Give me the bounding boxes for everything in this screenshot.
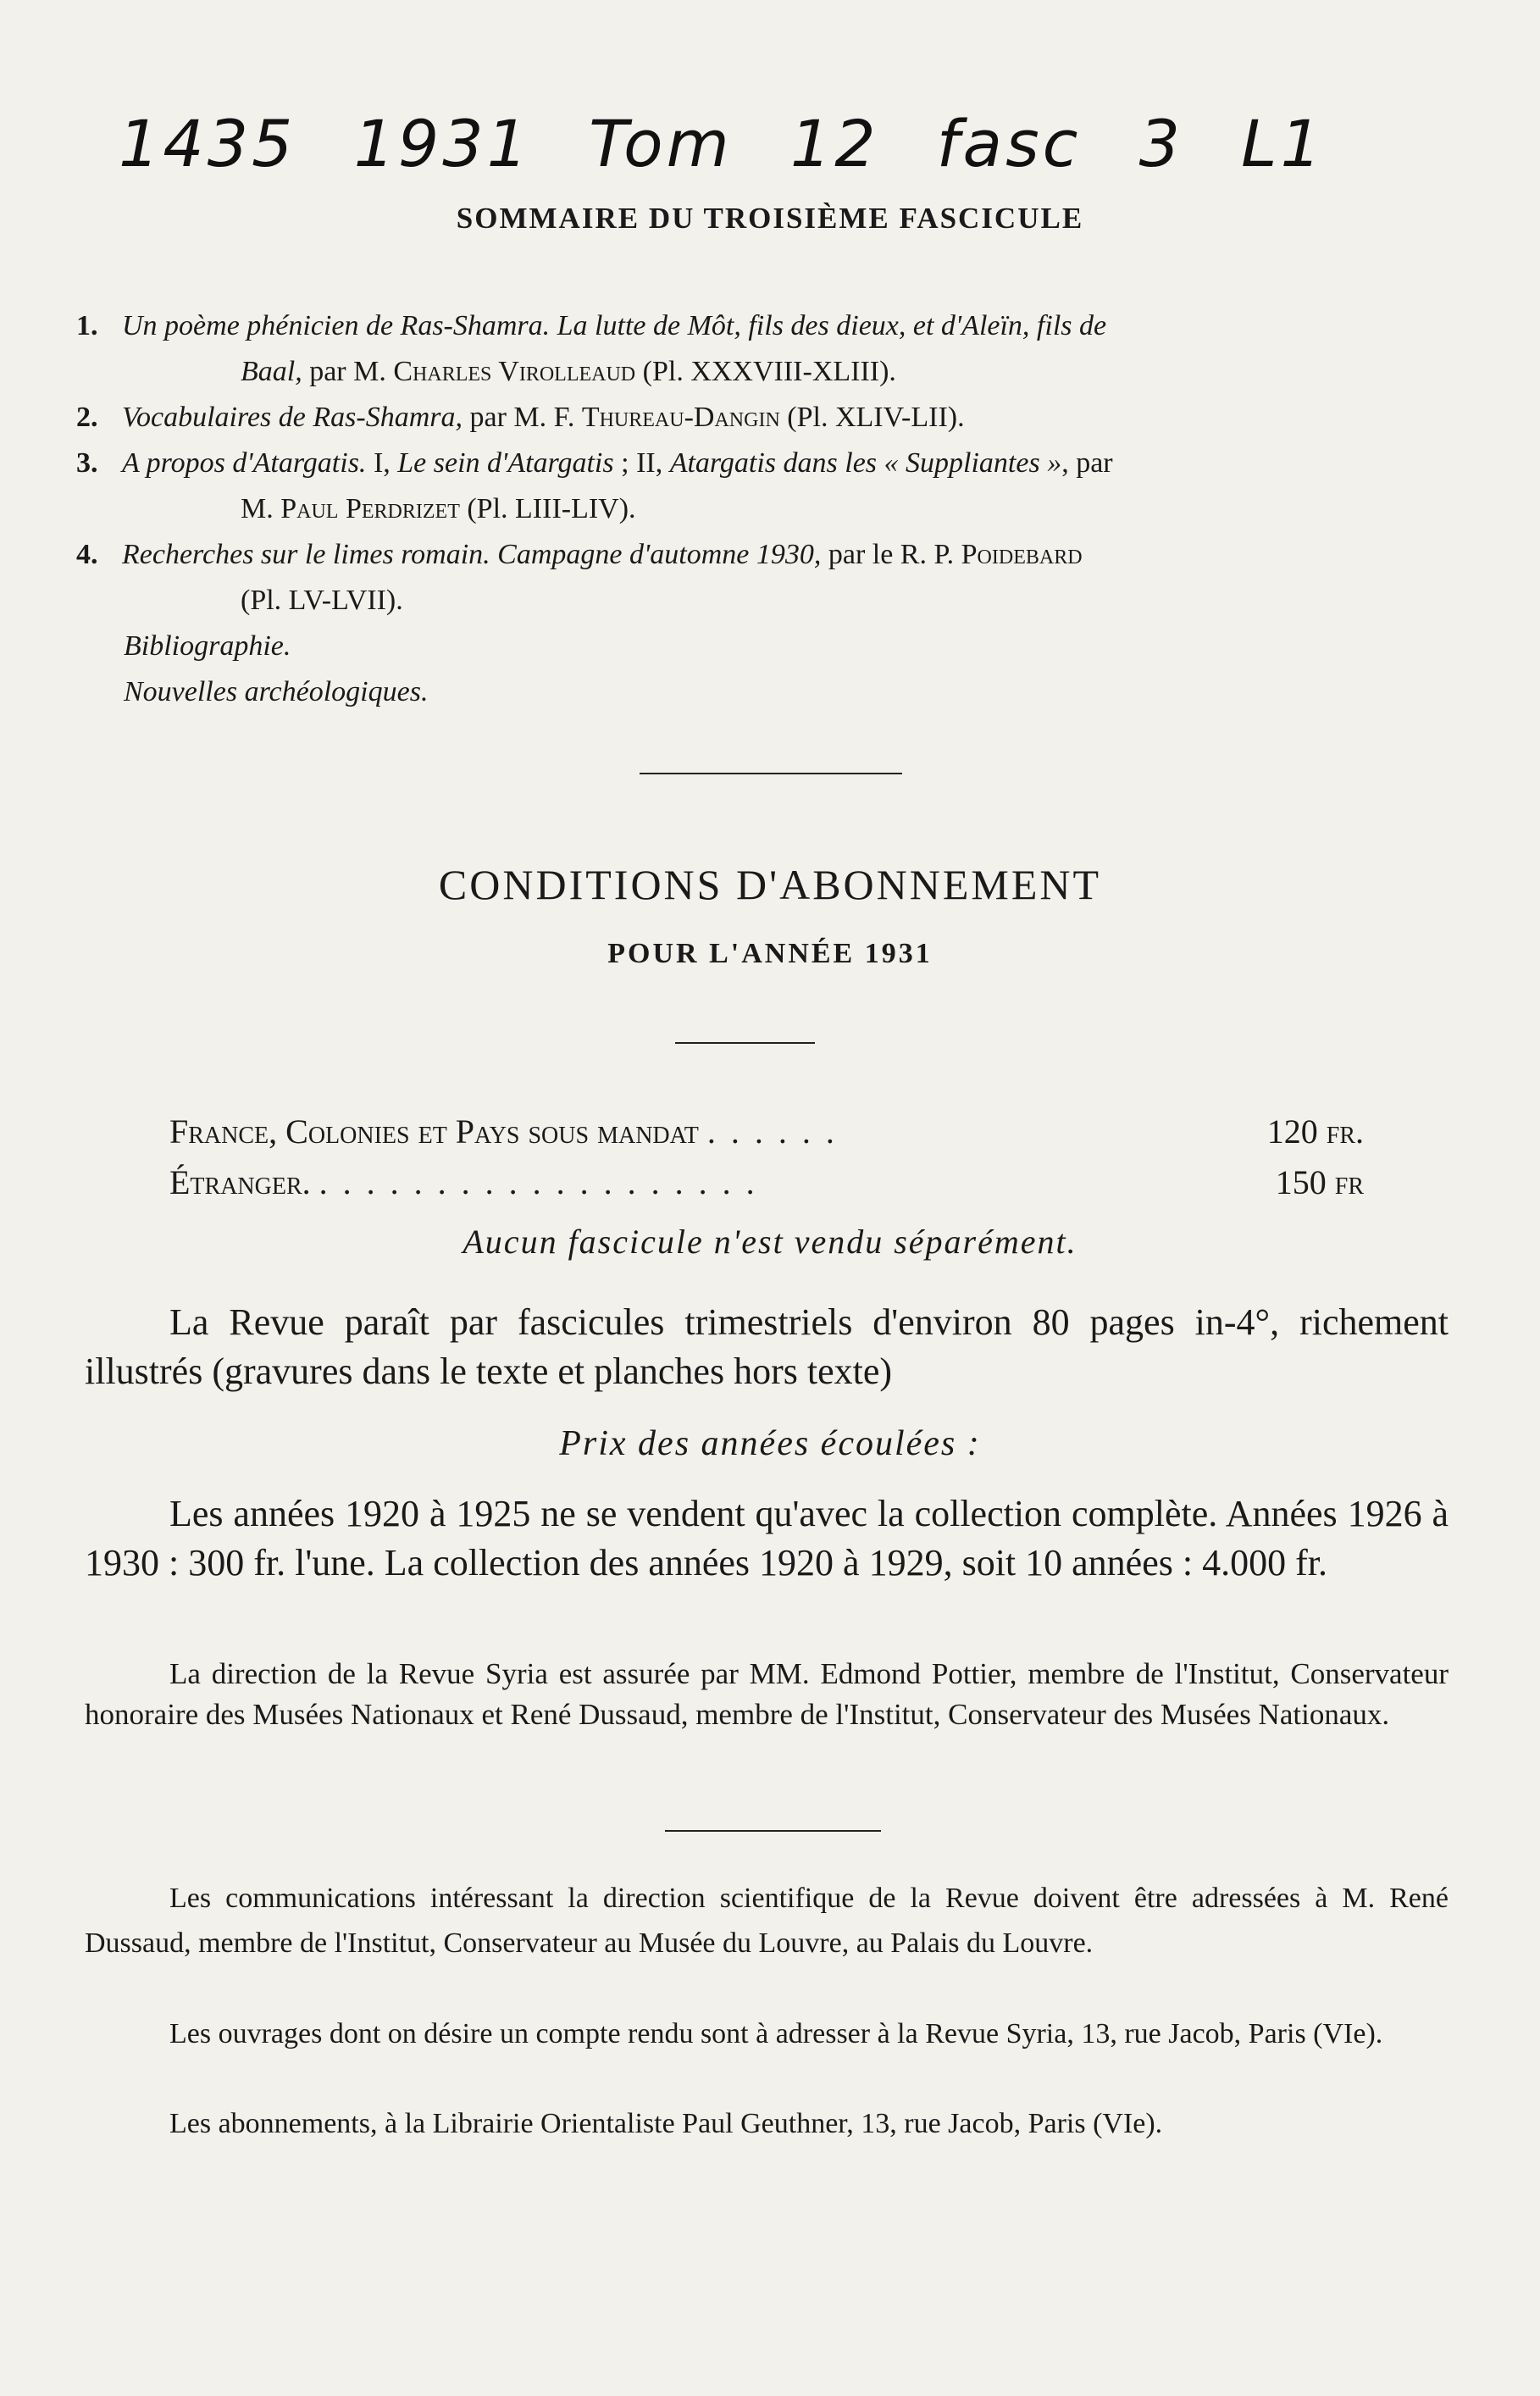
toc-title: Un poème phénicien de Ras-Shamra. La lutte de Môt, fils des dieux, et d'Aleïn, fils de [122, 310, 1107, 341]
toc-plates: (Pl. XXXVIII-XLIII). [635, 356, 896, 387]
price-row-etranger [169, 1162, 1364, 1202]
toc-plates: (Pl. LV-LVII). [241, 585, 403, 616]
sommaire-title: SOMMAIRE DU TROISIÈME FASCICULE [456, 202, 1084, 235]
toc-title: A propos d'Atargatis. [122, 447, 367, 479]
toc-number: 2. [76, 402, 98, 433]
toc-author: Poidebard [961, 539, 1083, 570]
price-label: Étranger. [169, 1163, 311, 1201]
toc-item-2: 2. Vocabulaires de Ras-Shamra, par M. F. Thureau-Dangin (Pl. XLIV-LII). [76, 395, 1449, 441]
divider-rule [675, 1042, 815, 1044]
toc-author: Charles Virolleaud [393, 356, 636, 387]
toc-plates: (Pl. LIII-LIV). [459, 493, 636, 524]
conditions-subtitle: POUR L'ANNÉE 1931 [607, 938, 933, 969]
handwritten-catalog-note: 1435 1931 Tom 12 fasc 3 L1 [119, 106, 1325, 181]
ouvrages-paragraph: Les ouvrages dont on désire un compte rendu sont à adresser à la Revue Syria, 13, rue Jacob, Paris (VIe). [169, 2018, 1383, 2049]
toc-author: Thureau-Dangin [581, 402, 780, 433]
price-value: 120 fr. [1266, 1112, 1364, 1151]
price-leader-dots: ...... [706, 1112, 850, 1151]
toc-author: Paul Perdrizet [280, 493, 460, 524]
price-value: 150 fr [1275, 1163, 1364, 1201]
divider-rule [640, 773, 902, 774]
divider-rule [665, 1830, 881, 1832]
abonnements-paragraph: Les abonnements, à la Librairie Orientaliste Paul Geuthner, 13, rue Jacob, Paris (VIe). [169, 2108, 1163, 2139]
toc-number: 4. [76, 539, 98, 570]
prix-title: Prix des années écoulées : [559, 1424, 981, 1463]
price-leader-dots: ................... [319, 1163, 770, 1201]
conditions-title: CONDITIONS D'ABONNEMENT [438, 861, 1102, 908]
toc-title: Vocabulaires de Ras-Shamra, [122, 402, 463, 433]
toc-item-1: 1. Un poème phénicien de Ras-Shamra. La lutte de Môt, fils des dieux, et d'Aleïn, fils de Baal, par M. Charles Virolleaud (Pl. XXXVIII-XLIII). [76, 303, 1449, 395]
toc-item-4: 4. Recherches sur le limes romain. Campagne d'automne 1930, par le R. P. Poidebard (Pl. LV-LVII). [76, 532, 1449, 624]
toc-number: 3. [76, 447, 98, 479]
toc-bibliographie: Bibliographie. [124, 630, 291, 662]
table-of-contents [76, 303, 1449, 715]
revue-paragraph: La Revue paraît par fascicules trimestriels d'environ 80 pages in-4°, richement illustrés (gravures dans le texte et planches hors texte) [85, 1301, 1449, 1392]
toc-item-3: 3. A propos d'Atargatis. I, Le sein d'Atargatis ; II, Atargatis dans les « Suppliantes », par M. Paul Perdrizet (Pl. LIII-LIV). [76, 441, 1449, 532]
toc-number: 1. [76, 310, 98, 341]
toc-nouvelles: Nouvelles archéologiques. [124, 676, 429, 707]
prix-paragraph: Les années 1920 à 1925 ne se vendent qu'avec la collection complète. Années 1926 à 1930 : 300 fr. l'une. La collection des années 1920 à 1929, soit 10 années : 4.000 fr. [85, 1493, 1449, 1583]
no-single-issue-note: Aucun fascicule n'est vendu séparément. [463, 1223, 1077, 1261]
price-row-france [169, 1112, 1364, 1151]
toc-plates: (Pl. XLIV-LII). [779, 402, 965, 433]
toc-title: Recherches sur le limes romain. Campagne d'automne 1930, [122, 539, 822, 570]
communications-paragraph: Les communications intéressant la direction scientifique de la Revue doivent être adressées à M. René Dussaud, membre de l'Institut, Conservateur au Musée du Louvre, au Palais du Louvre. [85, 1883, 1449, 1959]
price-label: France, Colonies et Pays sous mandat [169, 1112, 699, 1151]
direction-paragraph: La direction de la Revue Syria est assurée par MM. Edmond Pottier, membre de l'Institut, Conservateur honoraire des Musées Nationaux et René Dussaud, membre de l'Institut, Conservateur des Musées Nationaux. [85, 1657, 1449, 1731]
